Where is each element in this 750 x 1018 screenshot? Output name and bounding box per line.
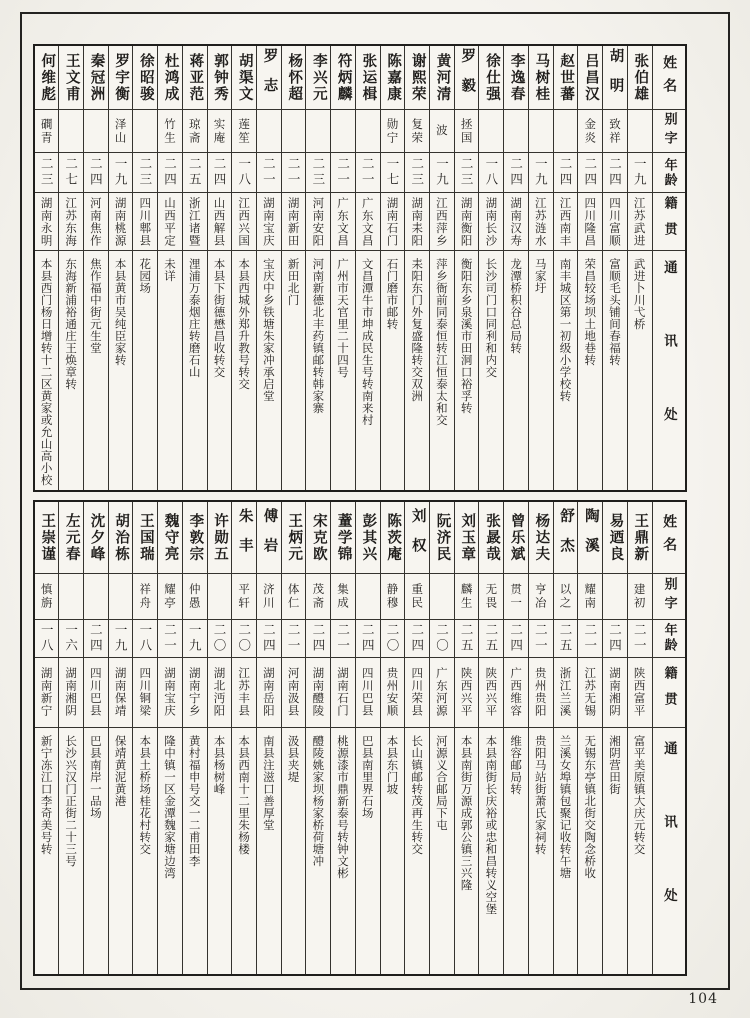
alias-cell: 仲愚 (182, 573, 207, 619)
age-cell: 二五 (479, 619, 504, 657)
column-header-age: 年龄 (652, 619, 686, 657)
name-cell: 符炳麟 (331, 45, 356, 110)
name-cell: 张运楫 (355, 45, 380, 110)
age-cell: 二四 (553, 153, 578, 193)
contact-cell: 黄村福申号交一二甫田李 (182, 727, 207, 975)
contact-cell: 文昌潭牛市坤成民生号转南来村 (355, 251, 380, 491)
contact-cell: 耒阳东门外复盛隆转交双洲 (405, 251, 430, 491)
alias-cell (504, 110, 529, 153)
name-cell: 徐昭骏 (133, 45, 158, 110)
age-cell: 二一 (578, 619, 603, 657)
native-cell: 江西南丰 (553, 193, 578, 251)
age-cell: 二〇 (430, 619, 455, 657)
alias-cell: 慎旃 (34, 573, 59, 619)
contact-cell: 本县南街万源成郭公镇三兴隆 (454, 727, 479, 975)
age-cell: 二四 (306, 619, 331, 657)
alias-cell: 体仁 (281, 573, 306, 619)
native-cell: 贵州贵阳 (528, 657, 553, 727)
alias-cell: 祥舟 (133, 573, 158, 619)
name-cell: 李兴元 (306, 45, 331, 110)
age-cell: 一九 (108, 153, 133, 193)
contact-cell: 浬浦万泰烟庄转磨石山 (182, 251, 207, 491)
contact-cell: 隆中镇一区金潭魏家塘边湾 (158, 727, 183, 975)
contact-cell: 本县西南十二里朱杨楼 (232, 727, 257, 975)
alias-cell: 以之 (553, 573, 578, 619)
roster-table-top (33, 44, 687, 492)
alias-cell (207, 573, 232, 619)
name-cell: 宋克欧 (306, 501, 331, 573)
name-cell: 彭其兴 (355, 501, 380, 573)
contact-cell: 富平美原镇大庆元转交 (627, 727, 652, 975)
name-cell: 曾乐斌 (504, 501, 529, 573)
native-cell: 湖南醴陵 (306, 657, 331, 727)
age-cell: 一九 (627, 153, 652, 193)
native-cell: 浙江诸暨 (182, 193, 207, 251)
age-cell: 二〇 (380, 619, 405, 657)
age-cell: 二四 (83, 153, 108, 193)
name-cell: 谢熙荣 (405, 45, 430, 110)
age-cell: 一九 (430, 153, 455, 193)
name-cell: 罗毅 (454, 45, 479, 110)
age-cell: 二一 (158, 619, 183, 657)
native-cell: 山西平定 (158, 193, 183, 251)
native-cell: 湖南桃源 (108, 193, 133, 251)
native-cell: 四川隆昌 (578, 193, 603, 251)
native-cell: 广西维容 (504, 657, 529, 727)
native-cell: 湖南新田 (281, 193, 306, 251)
age-cell: 二四 (355, 619, 380, 657)
contact-cell: 醴陵姚家坝杨家桥荷塘冲 (306, 727, 331, 975)
alias-cell: 金炎 (578, 110, 603, 153)
alias-cell: 莲笙 (232, 110, 257, 153)
contact-cell: 湘阴营田街 (603, 727, 628, 975)
age-cell: 二七 (59, 153, 84, 193)
native-cell: 广东文昌 (331, 193, 356, 251)
contact-cell: 河源义合邮局下屯 (430, 727, 455, 975)
name-cell: 李逸春 (504, 45, 529, 110)
name-cell: 左元春 (59, 501, 84, 573)
native-cell: 陕西兴平 (479, 657, 504, 727)
name-cell: 陶溪 (578, 501, 603, 573)
native-cell: 湖南石门 (331, 657, 356, 727)
native-cell: 江苏武进 (627, 193, 652, 251)
native-cell: 四川郫县 (133, 193, 158, 251)
age-cell: 二四 (603, 153, 628, 193)
name-cell: 李敦宗 (182, 501, 207, 573)
native-cell: 四川巴县 (355, 657, 380, 727)
column-header-alias: 别字 (652, 573, 686, 619)
contact-cell: 本县土桥场桂花村转交 (133, 727, 158, 975)
name-cell: 徐仕强 (479, 45, 504, 110)
native-cell: 江西萍乡 (430, 193, 455, 251)
alias-cell: 贯一 (504, 573, 529, 619)
alias-cell (355, 110, 380, 153)
name-cell: 朱丰 (232, 501, 257, 573)
contact-cell: 本县杨树峰 (207, 727, 232, 975)
age-cell: 二四 (504, 153, 529, 193)
age-cell: 二四 (603, 619, 628, 657)
name-cell: 王崇谨 (34, 501, 59, 573)
native-cell: 陕西兴平 (454, 657, 479, 727)
age-cell: 二一 (331, 153, 356, 193)
native-cell: 湖南宝庆 (257, 193, 282, 251)
contact-cell: 本县东门坡 (380, 727, 405, 975)
contact-cell: 南丰城区第一初级小学校转 (553, 251, 578, 491)
contact-cell: 焦作福中街元生堂 (83, 251, 108, 491)
alias-cell: 磵青 (34, 110, 59, 153)
native-cell: 湖南耒阳 (405, 193, 430, 251)
contact-cell: 本县西门杨日增转十二区黄家或允山高小校 (34, 251, 59, 491)
contact-cell: 巴县南里界石场 (355, 727, 380, 975)
name-cell: 王国瑞 (133, 501, 158, 573)
contact-cell: 广州市天官里二十四号 (331, 251, 356, 491)
contact-cell: 花园场 (133, 251, 158, 491)
name-cell: 刘玉章 (454, 501, 479, 573)
native-cell: 江苏东海 (59, 193, 84, 251)
contact-cell: 贵阳马站街萧氏家祠转 (528, 727, 553, 975)
alias-cell (553, 110, 578, 153)
contact-cell: 无锡东亭镇北街交陶念桥收 (578, 727, 603, 975)
alias-cell: 致祥 (603, 110, 628, 153)
contact-cell: 荣昌较场坝土地巷转 (578, 251, 603, 491)
age-cell: 一九 (108, 619, 133, 657)
age-cell: 二一 (331, 619, 356, 657)
age-cell: 二三 (306, 153, 331, 193)
alias-cell: 竹生 (158, 110, 183, 153)
contact-cell: 武进卜川弋桥 (627, 251, 652, 491)
name-cell: 陈茨庵 (380, 501, 405, 573)
name-cell: 胡治栋 (108, 501, 133, 573)
age-cell: 二四 (578, 153, 603, 193)
alias-cell (108, 573, 133, 619)
alias-cell: 集成 (331, 573, 356, 619)
contact-cell: 本县南街长庆裕或忠和昌转义空堡 (479, 727, 504, 975)
native-cell: 江苏涟水 (528, 193, 553, 251)
alias-cell (479, 110, 504, 153)
name-cell: 秦冠洲 (83, 45, 108, 110)
alias-cell: 静穆 (380, 573, 405, 619)
column-header-native: 籍贯 (652, 193, 686, 251)
alias-cell: 波 (430, 110, 455, 153)
native-cell: 四川荣县 (405, 657, 430, 727)
name-cell: 魏守亮 (158, 501, 183, 573)
age-cell: 二一 (528, 619, 553, 657)
alias-cell: 建初 (627, 573, 652, 619)
age-cell: 二三 (454, 153, 479, 193)
contact-cell: 维容邮局转 (504, 727, 529, 975)
name-cell: 蕫学锦 (331, 501, 356, 573)
alias-cell (528, 110, 553, 153)
age-cell: 二五 (182, 153, 207, 193)
age-cell: 一八 (133, 619, 158, 657)
page-number: 104 (688, 991, 718, 1007)
contact-cell: 南县注滋口善厚堂 (257, 727, 282, 975)
contact-cell: 保靖黄泥黄港 (108, 727, 133, 975)
name-cell: 杨怀超 (281, 45, 306, 110)
alias-cell: 平轩 (232, 573, 257, 619)
contact-cell: 东海新浦裕通庄王焕章转 (59, 251, 84, 491)
alias-cell: 耀南 (578, 573, 603, 619)
age-cell: 二四 (405, 619, 430, 657)
alias-cell (355, 573, 380, 619)
name-cell: 张晸哉 (479, 501, 504, 573)
alias-cell (306, 110, 331, 153)
native-cell: 四川铜梁 (133, 657, 158, 727)
age-cell: 二一 (281, 153, 306, 193)
native-cell: 湖南衡阳 (454, 193, 479, 251)
native-cell: 湖北沔阳 (207, 657, 232, 727)
contact-cell: 长沙司门口同利和内交 (479, 251, 504, 491)
contact-cell: 富顺毛头铺间春福转 (603, 251, 628, 491)
name-cell: 吕昌汉 (578, 45, 603, 110)
name-cell: 许勋五 (207, 501, 232, 573)
column-header-contact: 通讯处 (652, 727, 686, 975)
name-cell: 傅岩 (257, 501, 282, 573)
age-cell: 一八 (232, 153, 257, 193)
alias-cell (331, 110, 356, 153)
age-cell: 二一 (627, 619, 652, 657)
contact-cell: 巴县南岸一品场 (83, 727, 108, 975)
alias-cell: 泽山 (108, 110, 133, 153)
contact-cell: 长沙兴汉门正街二十三号 (59, 727, 84, 975)
age-cell: 一九 (528, 153, 553, 193)
native-cell: 湖南岳阳 (257, 657, 282, 727)
name-cell: 罗志 (257, 45, 282, 110)
native-cell: 湖南保靖 (108, 657, 133, 727)
contact-cell: 本县西城外郑升教号转交 (232, 251, 257, 491)
alias-cell: 拯国 (454, 110, 479, 153)
native-cell: 贵州安顺 (380, 657, 405, 727)
age-cell: 一六 (59, 619, 84, 657)
name-cell: 陈嘉康 (380, 45, 405, 110)
age-cell: 二三 (405, 153, 430, 193)
native-cell: 江苏无锡 (578, 657, 603, 727)
age-cell: 二四 (158, 153, 183, 193)
native-cell: 浙江兰溪 (553, 657, 578, 727)
alias-cell: 重民 (405, 573, 430, 619)
contact-cell: 新宁冻江口李奇美号转 (34, 727, 59, 975)
native-cell: 湖南永明 (34, 193, 59, 251)
age-cell: 一八 (34, 619, 59, 657)
name-cell: 杜鸿成 (158, 45, 183, 110)
name-cell: 胡渠文 (232, 45, 257, 110)
alias-cell: 复荣 (405, 110, 430, 153)
contact-cell: 桃源漆市鼎新泰号转钟文彬 (331, 727, 356, 975)
alias-cell (603, 573, 628, 619)
contact-cell: 石门磨市邮转 (380, 251, 405, 491)
name-cell: 张伯雄 (627, 45, 652, 110)
contact-cell: 宝庆中乡铁塘朱家冲承启堂 (257, 251, 282, 491)
native-cell: 广东河源 (430, 657, 455, 727)
contact-cell: 萍乡衙前同泰恒转江恒泰太和交 (430, 251, 455, 491)
native-cell: 河南安阳 (306, 193, 331, 251)
age-cell: 一七 (380, 153, 405, 193)
alias-cell (257, 110, 282, 153)
age-cell: 二〇 (232, 619, 257, 657)
alias-cell (83, 110, 108, 153)
contact-cell: 新田北门 (281, 251, 306, 491)
name-cell: 郭钟秀 (207, 45, 232, 110)
name-cell: 沈夕峰 (83, 501, 108, 573)
native-cell: 河南焦作 (83, 193, 108, 251)
native-cell: 山西解县 (207, 193, 232, 251)
age-cell: 二四 (207, 153, 232, 193)
age-cell: 二四 (83, 619, 108, 657)
age-cell: 一九 (182, 619, 207, 657)
name-cell: 黄河清 (430, 45, 455, 110)
column-header-native: 籍贯 (652, 657, 686, 727)
native-cell: 广东文昌 (355, 193, 380, 251)
contact-cell: 长山镇邮转茂再生转交 (405, 727, 430, 975)
column-header-name: 姓名 (652, 501, 686, 573)
alias-cell (430, 573, 455, 619)
native-cell: 河南汲县 (281, 657, 306, 727)
alias-cell: 麟生 (454, 573, 479, 619)
native-cell: 江苏丰县 (232, 657, 257, 727)
native-cell: 江西兴国 (232, 193, 257, 251)
age-cell: 二三 (34, 153, 59, 193)
native-cell: 陕西富平 (627, 657, 652, 727)
name-cell: 王炳元 (281, 501, 306, 573)
name-cell: 杨达夫 (528, 501, 553, 573)
name-cell: 赵世蕃 (553, 45, 578, 110)
name-cell: 刘权 (405, 501, 430, 573)
native-cell: 湖南宝庆 (158, 657, 183, 727)
age-cell: 二四 (257, 619, 282, 657)
age-cell: 二五 (454, 619, 479, 657)
name-cell: 王鼎新 (627, 501, 652, 573)
native-cell: 湖南宁乡 (182, 657, 207, 727)
age-cell: 二一 (257, 153, 282, 193)
contact-cell: 未详 (158, 251, 183, 491)
alias-cell (59, 573, 84, 619)
alias-cell (281, 110, 306, 153)
native-cell: 四川巴县 (83, 657, 108, 727)
contact-cell: 龙潭桥积谷总局转 (504, 251, 529, 491)
name-cell: 罗宇衡 (108, 45, 133, 110)
age-cell: 二一 (281, 619, 306, 657)
name-cell: 何维彪 (34, 45, 59, 110)
native-cell: 湖南石门 (380, 193, 405, 251)
alias-cell: 济川 (257, 573, 282, 619)
name-cell: 易迺良 (603, 501, 628, 573)
name-cell: 蒋亚范 (182, 45, 207, 110)
name-cell: 胡明 (603, 45, 628, 110)
alias-cell: 无畏 (479, 573, 504, 619)
alias-cell (627, 110, 652, 153)
age-cell: 二一 (355, 153, 380, 193)
native-cell: 湖南湘阴 (59, 657, 84, 727)
alias-cell (59, 110, 84, 153)
age-cell: 一八 (479, 153, 504, 193)
native-cell: 湖南汉寿 (504, 193, 529, 251)
alias-cell (133, 110, 158, 153)
column-header-alias: 别字 (652, 110, 686, 153)
contact-cell: 本县黄市吴纯臣家转 (108, 251, 133, 491)
column-header-contact: 通讯处 (652, 251, 686, 491)
native-cell: 湖南长沙 (479, 193, 504, 251)
age-cell: 二四 (504, 619, 529, 657)
native-cell: 湖南湘阴 (603, 657, 628, 727)
contact-cell: 汲县夹堤 (281, 727, 306, 975)
alias-cell: 勋宁 (380, 110, 405, 153)
column-header-name: 姓名 (652, 45, 686, 110)
contact-cell: 马家圩 (528, 251, 553, 491)
column-header-age: 年龄 (652, 153, 686, 193)
name-cell: 马树桂 (528, 45, 553, 110)
age-cell: 二五 (553, 619, 578, 657)
alias-cell (83, 573, 108, 619)
age-cell: 二〇 (207, 619, 232, 657)
name-cell: 舒杰 (553, 501, 578, 573)
age-cell: 二三 (133, 153, 158, 193)
alias-cell: 耀亭 (158, 573, 183, 619)
contact-cell: 河南新德北丰药镇邮转韩家寨 (306, 251, 331, 491)
name-cell: 阮济民 (430, 501, 455, 573)
name-cell: 王文甫 (59, 45, 84, 110)
alias-cell: 琼斋 (182, 110, 207, 153)
roster-table-bottom (33, 500, 687, 976)
contact-cell: 本县下街德懋昌收转交 (207, 251, 232, 491)
contact-cell: 兰溪女埠镇包聚记收转午塘 (553, 727, 578, 975)
alias-cell: 亨冶 (528, 573, 553, 619)
contact-cell: 衡阳东乡泉溪市田洞口裕孚转 (454, 251, 479, 491)
native-cell: 湖南新宁 (34, 657, 59, 727)
alias-cell: 实庵 (207, 110, 232, 153)
native-cell: 四川富顺 (603, 193, 628, 251)
alias-cell: 茂斋 (306, 573, 331, 619)
